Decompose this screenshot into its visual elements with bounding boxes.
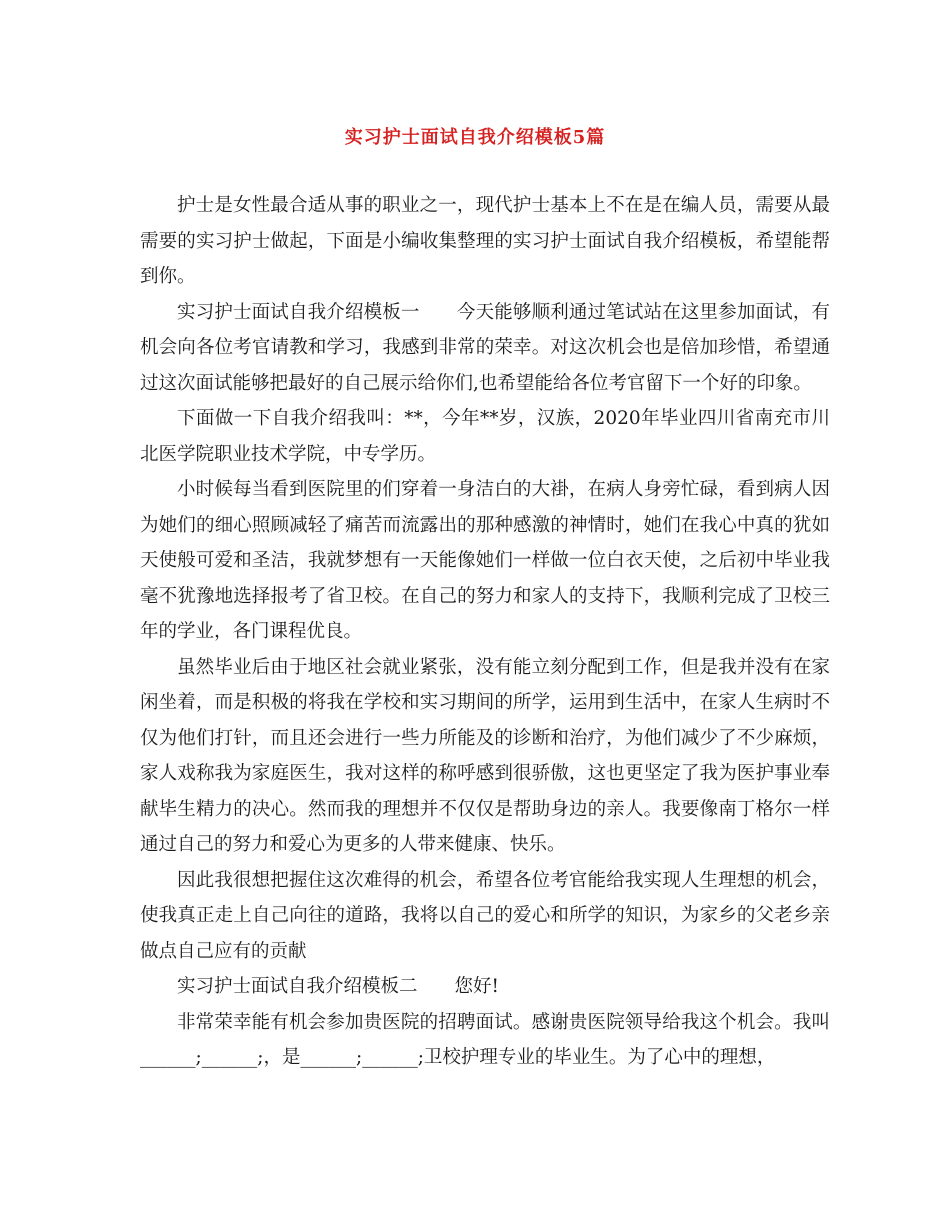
paragraph-intro: 护士是女性最合适从事的职业之一，现代护士基本上不在是在编人员，需要从最需要的实习护士做起，下面是小编收集整理的实习护士面试自我介绍模板，希望能帮到你。 (140, 195, 830, 287)
paragraph-template-two-body: 非常荣幸能有机会参加贵医院的招聘面试。感谢贵医院领导给我这个机会。我叫______;______;，是______;______;卫校护理专业的毕业生。为了心中的理想， (140, 1011, 830, 1068)
paragraph-childhood: 小时候每当看到医院里的们穿着一身洁白的大褂，在病人身旁忙碌，看到病人因为她们的细心照顾减轻了痛苦而流露出的那种感激的神情时，她们在我心中真的犹如天使般可爱和圣洁，我就梦想有一天能像她们一样做一位白衣天使，之后初中毕业我毫不犹豫地选择报考了省卫校。在自己的努力和家人的支持下，我顺利完成了卫校三年的学业，各门课程优良。 (140, 479, 830, 642)
document-body (140, 188, 830, 1076)
paragraph-template-one: 实习护士面试自我介绍模板一 今天能够顺利通过笔试站在这里参加面试，有机会向各位考官请教和学习，我感到非常的荣幸。对这次机会也是倍加珍惜，希望通过这次面试能够把最好的自己展示给你们,也希望能给各位考官留下一个好的印象。 (140, 301, 830, 394)
paragraph-self-intro: 下面做一下自我介绍我叫：**，今年**岁，汉族，2020年毕业四川省南充市川北医学院职业技术学院，中专学历。 (140, 408, 830, 465)
paragraph-template-two: 实习护士面试自我介绍模板二 您好! (177, 976, 499, 997)
paragraph-opportunity: 因此我很想把握住这次难得的机会，希望各位考官能给我实现人生理想的机会，使我真正走上自己向往的道路，我将以自己的爱心和所学的知识，为家乡的父老乡亲做点自己应有的贡献 (140, 869, 830, 962)
paragraph-after-graduation: 虽然毕业后由于地区社会就业紧张，没有能立刻分配到工作，但是我并没有在家闲坐着，而是积极的将我在学校和实习期间的所学，运用到生活中，在家人生病时不仅为他们打针，而且还会进行一些力所能及的诊断和治疗，为他们减少了不少麻烦，家人戏称我为家庭医生，我对这样的称呼感到很骄傲，这也更坚定了我为医护事业奉献毕生精力的决心。然而我的理想并不仅仅是帮助身边的亲人。我要像南丁格尔一样通过自己的努力和爱心为更多的人带来健康、快乐。 (140, 656, 830, 855)
document-title: 实习护士面试自我介绍模板5篇 (344, 127, 606, 148)
